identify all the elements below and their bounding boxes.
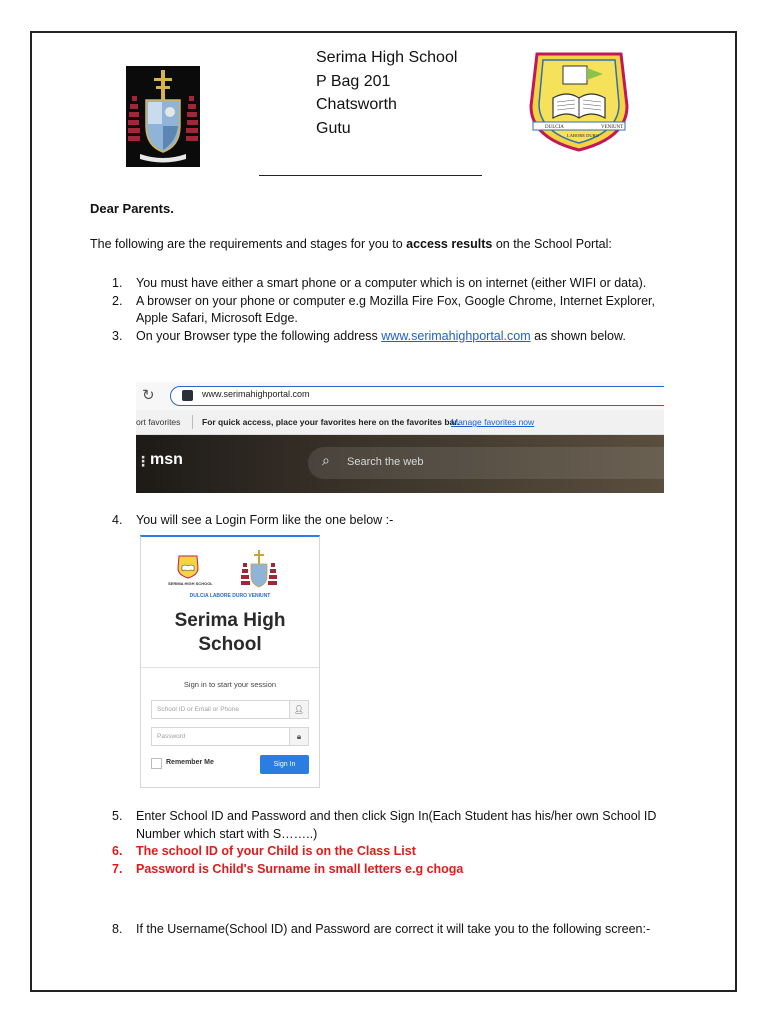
url-text: www.serimahighportal.com xyxy=(202,389,310,399)
intro-text: The following are the requirements and stages for you to xyxy=(90,237,407,251)
list-item xyxy=(112,275,672,293)
lock-icon: 🔒︎ xyxy=(289,728,308,745)
address-line: Serima High School xyxy=(316,49,458,66)
menu-dots-icon[interactable]: ⋮ xyxy=(136,453,150,469)
login-message: Sign in to start your session xyxy=(183,680,277,689)
list-item-emphasis xyxy=(112,861,672,879)
step-number: 7. xyxy=(112,861,123,876)
login-form-screenshot xyxy=(140,535,320,788)
intro-paragraph xyxy=(90,237,612,251)
school-motto: DULCIA LABORE DURO VENIUNT xyxy=(189,593,271,599)
favorites-bar xyxy=(136,410,664,435)
password-field[interactable] xyxy=(151,727,309,746)
step-text: You will see a Login Form like the one below :- xyxy=(136,513,394,527)
school-id-field[interactable] xyxy=(151,700,309,719)
greeting: Dear Parents. xyxy=(90,201,174,216)
step-number: 1. xyxy=(112,276,123,290)
step-text: If the Username(School ID) and Password are correct it will take you to the following screen:- xyxy=(136,922,651,936)
step-text-part: On your Browser type the following address xyxy=(136,328,382,343)
step-number: 4. xyxy=(112,513,123,527)
address-line: P Bag 201 xyxy=(316,72,391,90)
logo-caption: SERIMA HIGH SCHOOL xyxy=(168,581,213,586)
badge-ribbon-text: LABORE DURO xyxy=(567,133,599,138)
diocese-crest-logo xyxy=(126,66,200,167)
badge-ribbon-text: VENIUNT xyxy=(601,125,624,130)
portal-link[interactable]: www.serimahighportal.com xyxy=(381,328,531,343)
login-title xyxy=(141,609,319,657)
school-address xyxy=(316,46,457,140)
browser-screenshot xyxy=(136,382,664,493)
step-number: 5. xyxy=(112,809,123,823)
step-text: Password is Child's Surname in small letters e.g choga xyxy=(136,861,464,876)
diocese-crest-small-logo xyxy=(241,549,277,594)
badge-ribbon-text: DULCIA xyxy=(545,125,564,130)
browser-address-bar xyxy=(136,382,664,410)
header-divider xyxy=(259,175,482,176)
remember-me-label: Remember Me xyxy=(166,759,214,766)
login-divider xyxy=(141,667,319,668)
favorites-label[interactable]: ort favorites xyxy=(136,417,181,427)
password-placeholder: Password xyxy=(157,733,186,740)
school-badge-logo xyxy=(523,46,635,154)
step-text: The school ID of your Child is on the Class List xyxy=(136,844,416,858)
favorites-separator xyxy=(192,415,193,429)
remember-me-checkbox[interactable] xyxy=(151,758,162,769)
steps-list-4 xyxy=(112,512,672,530)
address-line: Chatsworth xyxy=(316,96,397,113)
msn-search-placeholder: Search the web xyxy=(347,456,424,468)
step-text: A browser on your phone or computer e.g Mozilla Fire Fox, Google Chrome, Internet Explorer, Apple Safari, Microsoft Edge. xyxy=(136,293,655,325)
list-item xyxy=(112,293,672,328)
steps-list-b xyxy=(112,808,672,878)
school-badge-small-logo xyxy=(177,555,199,584)
step-number: 3. xyxy=(112,328,123,343)
favorites-hint: For quick access, place your favorites here on the favorites bar. xyxy=(202,417,460,427)
steps-list-8 xyxy=(112,921,672,939)
step-text: Enter School ID and Password and then click Sign In(Each Student has his/her own School ID Number which start with S……..) xyxy=(136,809,657,841)
address-line: Gutu xyxy=(316,119,351,137)
sign-in-button[interactable]: Sign In xyxy=(260,755,309,774)
school-id-placeholder: School ID or Email or Phone xyxy=(157,706,240,713)
list-item xyxy=(112,921,672,939)
step-text xyxy=(136,328,672,346)
manage-favorites-link[interactable]: Manage favorites now xyxy=(451,417,535,427)
step-number: 2. xyxy=(112,293,123,308)
intro-emphasis: access results xyxy=(406,237,493,251)
list-item xyxy=(112,328,672,346)
user-icon: 👤︎ xyxy=(289,701,308,718)
steps-list-a xyxy=(112,275,672,345)
msn-header xyxy=(136,435,664,493)
list-item-emphasis xyxy=(112,843,672,861)
refresh-icon[interactable]: ↻ xyxy=(142,387,155,404)
login-title-text: Serima High School xyxy=(174,610,286,655)
search-icon: ⌕ xyxy=(322,452,330,468)
step-number: 6. xyxy=(112,844,123,858)
list-item xyxy=(112,808,672,843)
list-item xyxy=(112,512,672,530)
step-text: You must have either a smart phone or a computer which is on internet (either WIFI or data). xyxy=(136,276,647,290)
site-favicon-icon xyxy=(182,390,193,401)
intro-text: on the School Portal: xyxy=(492,237,612,251)
step-text-part: as shown below. xyxy=(530,328,626,343)
msn-logo[interactable]: msn xyxy=(150,451,183,468)
step-number: 8. xyxy=(112,922,123,936)
